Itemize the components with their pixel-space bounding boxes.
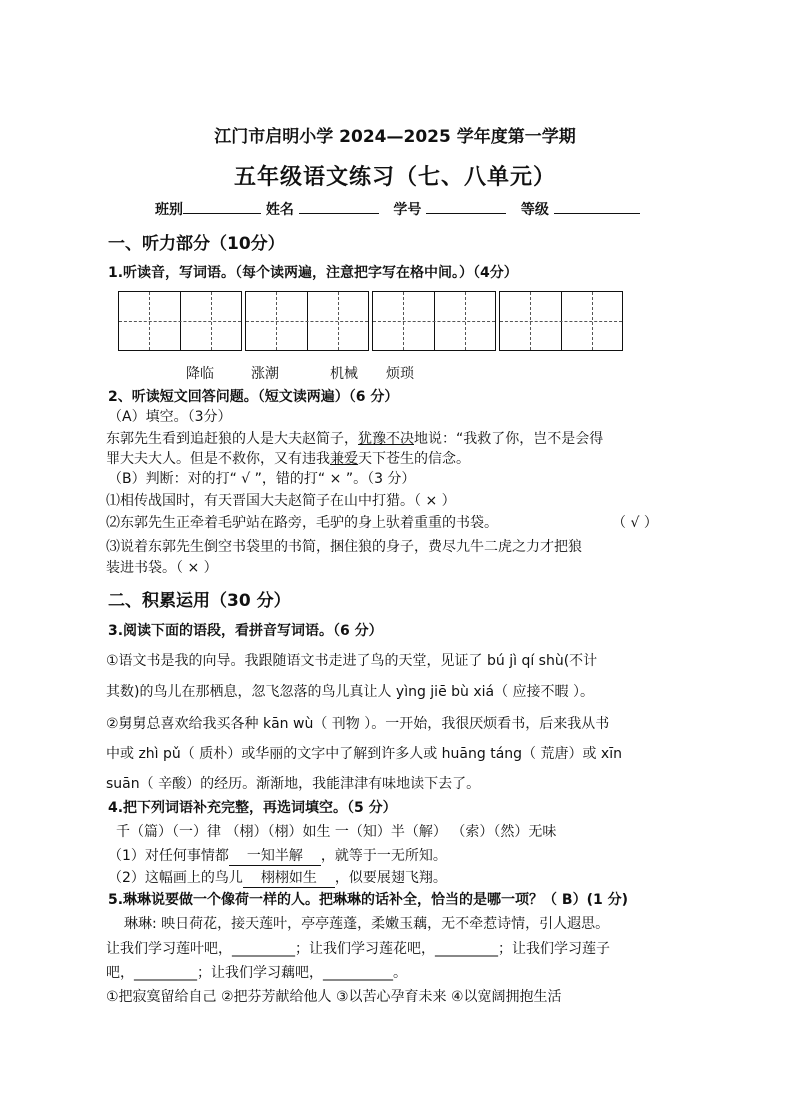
- text-span: 罪大夫大人。但是不救你，又有违我: [106, 451, 330, 467]
- q4-prompt: 4.把下列词语补充完整，再选词填空。（5 分）: [108, 800, 397, 816]
- class-label: 班别: [155, 202, 183, 218]
- writing-grid-2[interactable]: [245, 291, 369, 351]
- exam-title: 五年级语文练习（七、八单元）: [233, 165, 556, 190]
- judge-item-1: ⑴相传战国时，有天晋国大夫赵简子在山中打猎。（ × ）: [106, 493, 456, 509]
- number-label: 学号: [393, 202, 422, 218]
- fill-answer: 兼爱: [330, 451, 358, 467]
- judge-item-2: ⑵东郭先生正牵着毛驴站在路旁，毛驴的身上驮着重重的书袋。: [106, 515, 498, 531]
- text-span: ，似要展翅飞翔。: [334, 870, 447, 886]
- school-term-title: 江门市启明小学 2024—2025 学年度第一学期: [214, 127, 576, 147]
- grade-label: 等级: [520, 202, 549, 218]
- text-span: （2）这幅画上的鸟儿: [108, 870, 243, 886]
- q5-line3: 吧，_________；让我们学习藕吧，__________。: [106, 965, 407, 981]
- class-blank[interactable]: [183, 199, 261, 214]
- q2-partA-line2: [106, 448, 470, 468]
- judge-item-3-line1: ⑶说着东郭先生倒空书袋里的书简，捆住狼的身子，费尽九牛二虎之力才把狼: [106, 539, 582, 555]
- q5-options: ①把寂寞留给自己 ②把芬芳献给他人 ③以苦心孕育未来 ④以宽阔拥抱生活: [106, 989, 562, 1005]
- text-span: ，就等于一无所知。: [320, 848, 447, 864]
- writing-grid-3[interactable]: [372, 291, 496, 351]
- q3-line5: suān（ 辛酸）的经历。渐渐地，我能津津有味地读下去了。: [106, 776, 481, 792]
- answer-word: 降临: [186, 366, 214, 382]
- text-span: 东郭先生看到追赶狼的人是大夫赵简子，: [106, 431, 358, 447]
- judge-item-2-answer: （ √ ）: [612, 515, 658, 531]
- number-blank[interactable]: [426, 199, 506, 214]
- q2-partB-label: （B）判断：对的打“ √ ”，错的打“ × ”。（3 分）: [108, 471, 416, 487]
- judge-item-3-line2: 装进书袋。（ × ）: [106, 560, 218, 576]
- q4-words: 千（篇）（一）律 （栩）（栩）如生 一（知）半（解） （索）（然）无味: [116, 824, 557, 840]
- answer-word: 烦琐: [386, 366, 414, 382]
- student-info-row: [155, 199, 640, 219]
- q3-line4: 中或 zhì pǔ（ 质朴）或华丽的文字中了解到许多人或 huāng táng（ 荒唐）或 xīn: [106, 746, 622, 762]
- name-label: 姓名: [265, 202, 294, 218]
- q3-prompt: 3.阅读下面的语段，看拼音写词语。（6 分）: [108, 623, 383, 639]
- section2-title: 二、积累运用（30 分）: [108, 591, 291, 611]
- fill-answer: 犹豫不决: [358, 431, 414, 447]
- q5-prompt: 5.琳琳说要做一个像荷一样的人。把琳琳的话补全，恰当的是哪一项？（ B）(1 分): [108, 892, 629, 908]
- q3-line1: ①语文书是我的向导。我跟随语文书走进了鸟的天堂，见证了 bú jì qí shù(不计: [106, 653, 598, 669]
- q2-partA-line1: [106, 428, 603, 448]
- q1-prompt: 1.听读音，写词语。（每个读两遍，注意把字写在格中间。）（4分）: [108, 265, 518, 281]
- q3-line2: 其数)的鸟儿在那栖息，忽飞忽落的鸟儿真让人 yìng jiē bù xiá（ 应接不暇 ）。: [106, 684, 595, 700]
- answer-word: 机械: [330, 366, 358, 382]
- writing-grid-1[interactable]: [118, 291, 242, 351]
- text-span: 地说：“我救了你，岂不是会得: [414, 431, 604, 447]
- fill-answer: 一知半解: [229, 845, 321, 866]
- writing-grid-4[interactable]: [499, 291, 623, 351]
- name-blank[interactable]: [299, 199, 379, 214]
- q3-line3: ②舅舅总喜欢给我买各种 kān wù（ 刊物 ）。一开始，我很厌烦看书，后来我从书: [106, 716, 610, 732]
- text-span: （1）对任何事情都: [108, 848, 229, 864]
- text-span: 天下苍生的信念。: [358, 451, 470, 467]
- q4-fill-2: [108, 867, 447, 888]
- q2-partA-label: （A）填空。（3分）: [108, 409, 232, 425]
- q5-line1: 琳琳: 映日荷花，接天莲叶，亭亭莲蓬，柔嫩玉藕，无不牵惹诗情，引人遐思。: [124, 916, 610, 932]
- grade-blank[interactable]: [554, 199, 640, 214]
- q5-line2: 让我们学习莲叶吧，_________；让我们学习莲花吧，_________；让我们学习莲子: [106, 941, 610, 957]
- answer-word: 涨潮: [251, 366, 279, 382]
- section1-title: 一、听力部分（10分）: [108, 234, 285, 254]
- q2-prompt: 2、听读短文回答问题。（短文读两遍）（6 分）: [108, 389, 399, 405]
- fill-answer: 栩栩如生: [243, 867, 335, 888]
- q4-fill-1: [108, 845, 447, 866]
